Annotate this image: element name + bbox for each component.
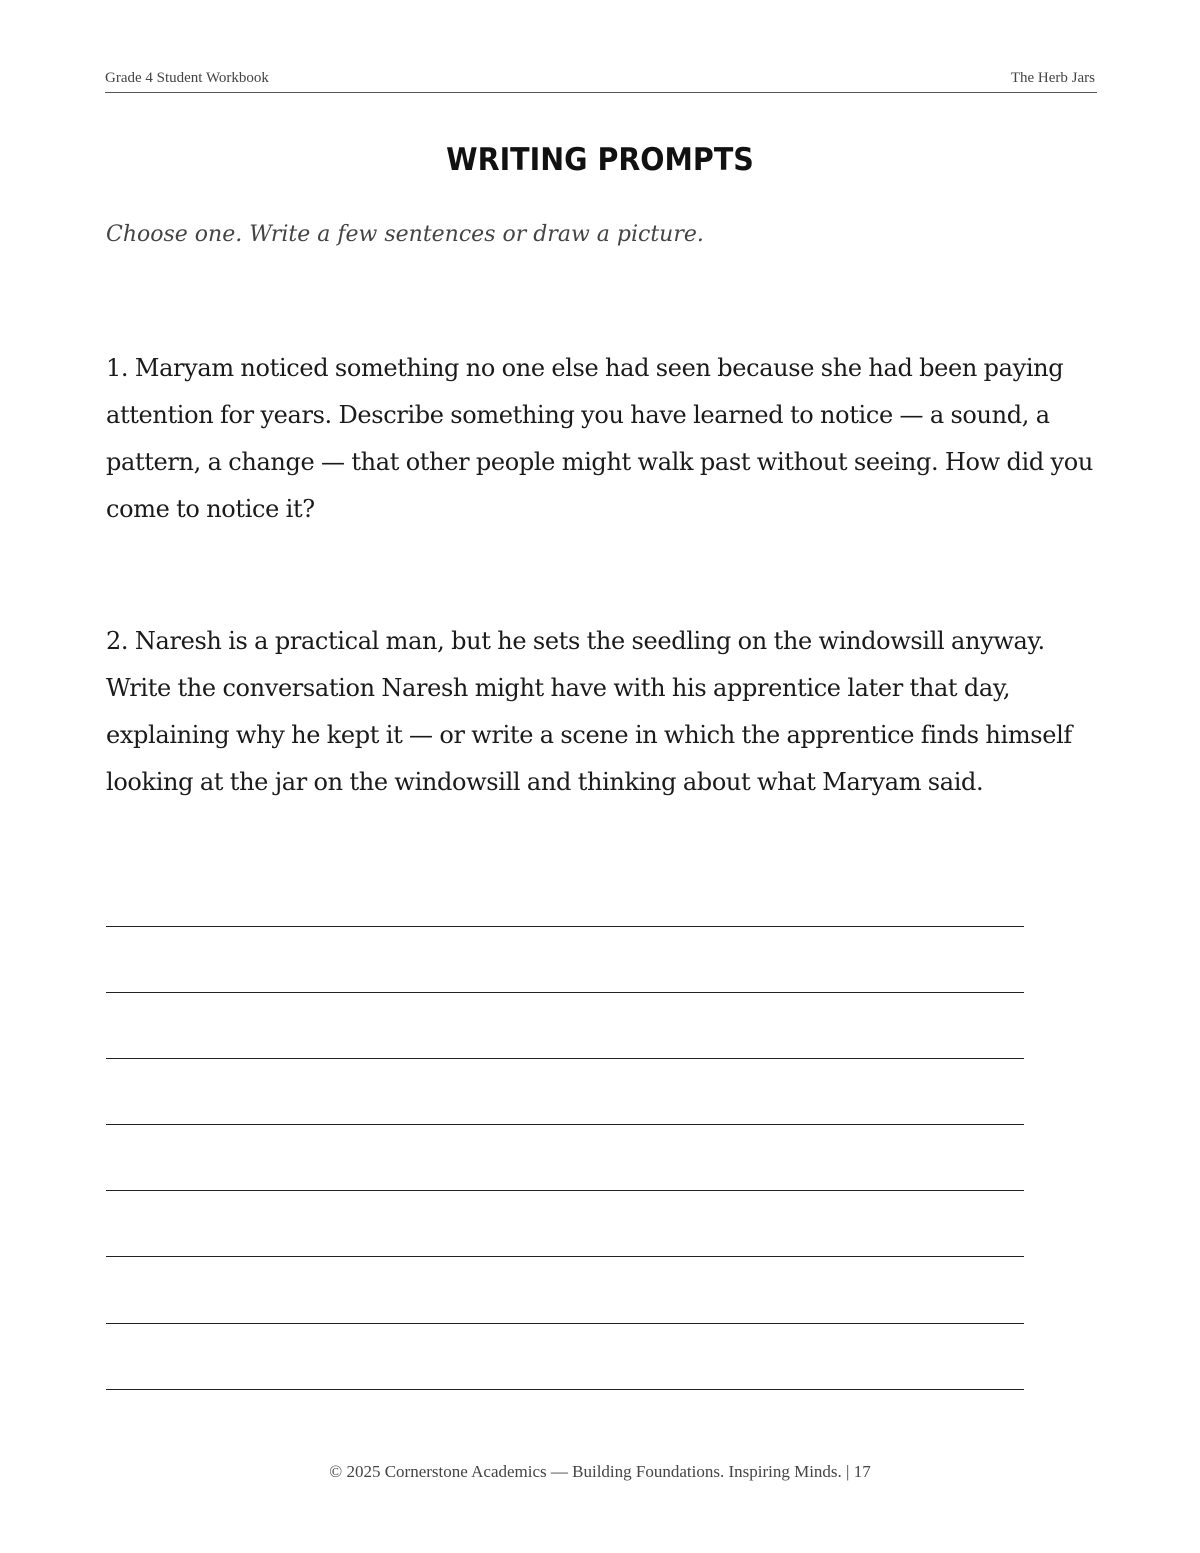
- answer-line[interactable]: [106, 992, 1024, 993]
- writing-prompt-1: 1. Maryam noticed something no one else had seen because she had been paying attention for years. Describe something you have learned to notice — a sound, a pattern, a change — that other people might walk past without seeing. How did you come to notice it?: [106, 354, 1093, 523]
- answer-line[interactable]: [106, 1124, 1024, 1125]
- answer-line[interactable]: [106, 1323, 1024, 1324]
- running-header: [105, 68, 1097, 93]
- page-title: WRITING PROMPTS: [446, 142, 754, 178]
- answer-line[interactable]: [106, 1058, 1024, 1059]
- answer-line[interactable]: [106, 1190, 1024, 1191]
- story-title: The Herb Jars: [1010, 70, 1095, 86]
- instructions: Choose one. Write a few sentences or draw a picture.: [106, 222, 704, 247]
- writing-prompt-2: 2. Naresh is a practical man, but he sets the seedling on the windowsill anyway. Write the conversation Naresh might have with his apprentice later that day, explaining why he kept it — or write a scene in which the apprentice finds himself looking at the jar on the windowsill and thinking about what Maryam said.: [106, 627, 1072, 796]
- answer-line[interactable]: [106, 1256, 1024, 1257]
- workbook-title: Grade 4 Student Workbook: [105, 70, 269, 86]
- page-footer: © 2025 Cornerstone Academics — Building Foundations. Inspiring Minds. | 17: [329, 1462, 871, 1481]
- answer-lines: [106, 926, 1024, 1455]
- answer-line[interactable]: [106, 926, 1024, 927]
- answer-line[interactable]: [106, 1389, 1024, 1390]
